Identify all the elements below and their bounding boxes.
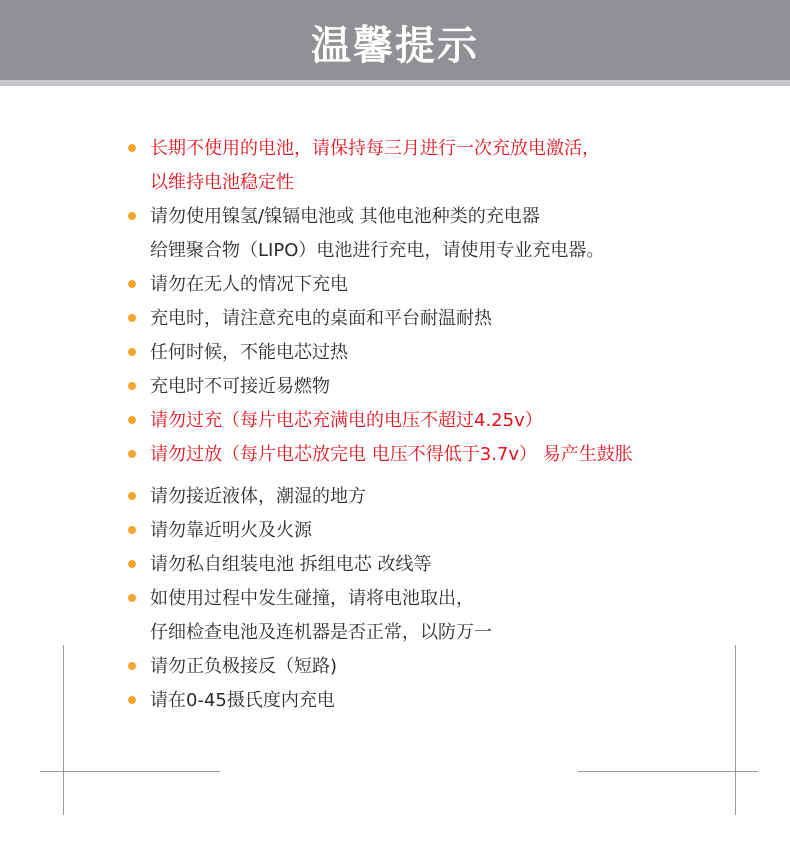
tip-item	[128, 200, 768, 268]
bullet-dot-icon	[128, 348, 136, 356]
bullet-dot-icon	[128, 662, 136, 670]
tip-text: 请在0-45摄氏度内充电	[150, 690, 335, 711]
bullet-dot-icon	[128, 314, 136, 322]
banner-title: 温馨提示	[311, 22, 479, 69]
tip-text: 请勿使用镍氢/镍镉电池或 其他电池种类的充电器	[150, 206, 540, 227]
tip-text: 请勿私自组装电池 拆组电芯 改线等	[150, 554, 432, 575]
tip-text: 以维持电池稳定性	[150, 172, 294, 193]
bullet-dot-icon	[128, 416, 136, 424]
bullet-dot-icon	[128, 492, 136, 500]
tip-text: 请勿在无人的情况下充电	[150, 274, 348, 295]
corner-line-left-vertical	[63, 645, 64, 815]
tip-item	[128, 268, 768, 302]
tip-item	[128, 404, 768, 438]
tip-item	[128, 684, 768, 718]
bullet-dot-icon	[128, 280, 136, 288]
tip-text: 请勿靠近明火及火源	[150, 520, 312, 541]
bullet-dot-icon	[128, 382, 136, 390]
tip-text: 任何时候，不能电芯过热	[150, 342, 348, 363]
corner-line-left-horizontal	[40, 771, 220, 772]
bullet-dot-icon	[128, 212, 136, 220]
tip-item	[128, 302, 768, 336]
bullet-dot-icon	[128, 594, 136, 602]
corner-line-right-vertical	[735, 645, 736, 815]
bullet-dot-icon	[128, 696, 136, 704]
tip-item	[128, 132, 768, 200]
title-banner	[0, 0, 790, 86]
tip-item	[128, 582, 768, 650]
tip-text: 请勿过放（每片电芯放完电 电压不得低于3.7v） 易产生鼓胀	[150, 444, 633, 465]
bullet-dot-icon	[128, 450, 136, 458]
corner-line-right-horizontal	[578, 771, 758, 772]
list-gap	[128, 472, 768, 480]
tip-text: 请勿过充（每片电芯充满电的电压不超过4.25v）	[150, 410, 543, 431]
tip-text: 请勿正负极接反（短路)	[150, 656, 338, 677]
tip-text: 仔细检查电池及连机器是否正常，以防万一	[150, 622, 492, 643]
tip-text: 充电时，请注意充电的桌面和平台耐温耐热	[150, 308, 492, 329]
tip-item	[128, 438, 768, 472]
tip-item	[128, 480, 768, 514]
tip-item	[128, 336, 768, 370]
tips-list	[128, 132, 768, 718]
tip-text: 给锂聚合物（LIPO）电池进行充电，请使用专业充电器。	[150, 240, 605, 261]
tip-text: 如使用过程中发生碰撞，请将电池取出，	[150, 588, 474, 609]
tip-item	[128, 514, 768, 548]
tip-text: 请勿接近液体，潮湿的地方	[150, 486, 366, 507]
tip-text: 长期不使用的电池，请保持每三月进行一次充放电激活，	[150, 138, 600, 159]
tip-text: 充电时不可接近易燃物	[150, 376, 330, 397]
bullet-dot-icon	[128, 560, 136, 568]
tip-item	[128, 370, 768, 404]
tip-item	[128, 548, 768, 582]
bullet-dot-icon	[128, 144, 136, 152]
bullet-dot-icon	[128, 526, 136, 534]
tip-item	[128, 650, 768, 684]
